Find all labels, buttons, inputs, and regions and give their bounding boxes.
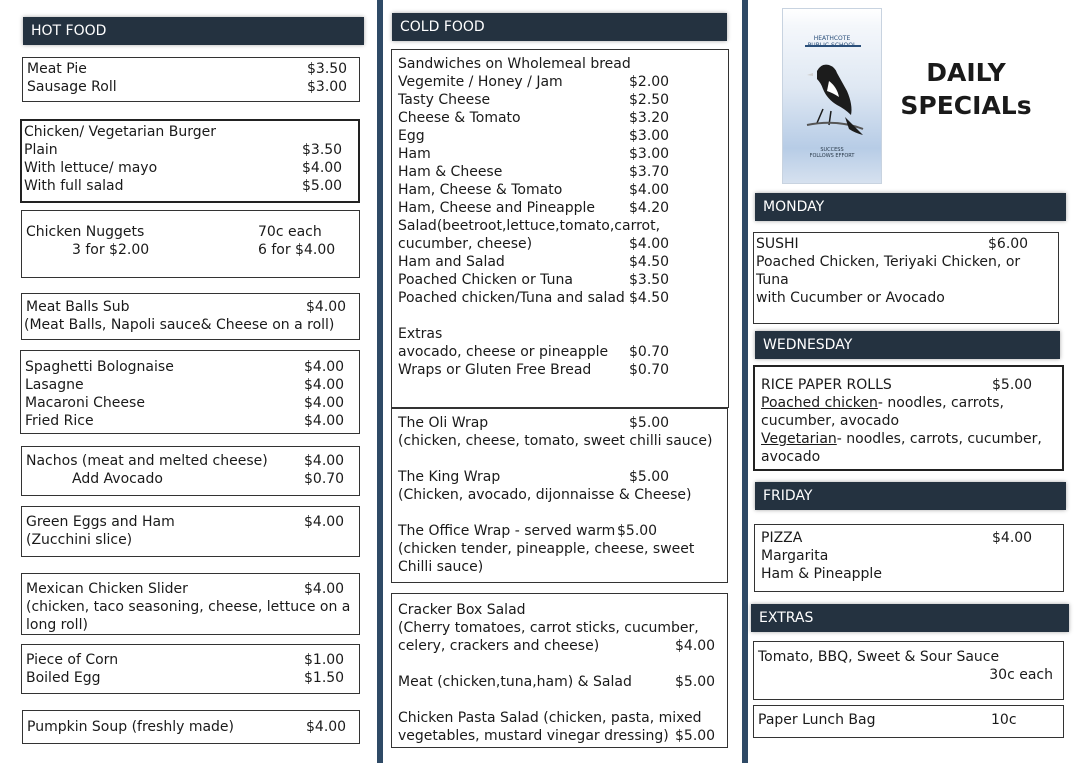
item-price: $4.00 — [304, 453, 345, 469]
menu-row — [758, 711, 1059, 729]
friday-header — [755, 482, 1066, 510]
menu-row — [24, 141, 356, 159]
sandwiches-title: Sandwiches on Wholemeal bread — [398, 56, 631, 72]
item-price: $5.00 — [675, 674, 716, 690]
item-price: $4.20 — [629, 200, 670, 216]
menu-row — [26, 651, 355, 669]
item-deal: 6 for $4.00 — [258, 242, 336, 258]
menu-row — [398, 637, 721, 655]
logo-line: HEATHCOTE — [813, 35, 851, 42]
item-price: $3.00 — [629, 128, 670, 144]
item-description: (chicken, cheese, tomato, sweet chilli sauce) — [398, 433, 713, 449]
item-description — [761, 394, 1056, 430]
item-price: $4.00 — [629, 236, 670, 252]
monday-box — [753, 232, 1059, 324]
menu-row — [25, 394, 355, 412]
column-divider-left — [377, 0, 383, 763]
spacer — [398, 691, 721, 709]
item-name: Tomato, BBQ, Sweet & Sour Sauce — [758, 649, 1000, 665]
item-description: vegetables, mustard vinegar dressing) — [398, 728, 669, 744]
menu-row — [26, 470, 355, 488]
item-name: Boiled Egg — [26, 670, 101, 686]
menu-row — [25, 358, 355, 376]
item-description: Ham & Pineapple — [761, 566, 882, 582]
bag-box — [753, 705, 1064, 738]
item-name: With lettuce/ mayo — [24, 160, 158, 176]
salad-line: Salad(beetroot,lettuce,tomato,carrot, — [398, 218, 661, 234]
cold-food-header — [392, 13, 727, 41]
spacer — [398, 655, 721, 673]
meatballs-box — [21, 293, 360, 340]
item-name: avocado, cheese or pineapple — [398, 344, 609, 360]
title-line: DAILY — [926, 58, 1006, 87]
nachos-box — [21, 446, 360, 496]
menu-row — [398, 199, 722, 217]
burger-title: Chicken/ Vegetarian Burger — [24, 124, 216, 140]
item-price: $2.50 — [629, 92, 670, 108]
item-price: $3.50 — [629, 272, 670, 288]
item-price: $4.00 — [304, 413, 345, 429]
item-name: Macaroni Cheese — [25, 395, 145, 411]
item-price: $6.00 — [988, 236, 1029, 252]
item-price: $4.00 — [306, 299, 347, 315]
corn-box — [21, 644, 360, 694]
item-description: (chicken, pasta, mixed — [538, 710, 702, 726]
item-price: 10c — [991, 712, 1017, 728]
item-name: Egg — [398, 128, 425, 144]
soup-box — [22, 710, 360, 744]
item-description: (Zucchini slice) — [26, 532, 133, 548]
spacer — [398, 450, 721, 468]
menu-row — [398, 709, 721, 727]
item-name: Nachos (meat and melted cheese) — [26, 453, 268, 469]
item-name: Fried Rice — [25, 413, 94, 429]
menu-row — [27, 718, 355, 736]
item-name: PIZZA — [761, 530, 803, 546]
item-name: Ham and Salad — [398, 254, 505, 270]
pasta-box — [20, 350, 360, 434]
menu-row — [761, 376, 1056, 394]
burger-box — [20, 119, 360, 203]
item-name: Ham, Cheese and Pineapple — [398, 200, 596, 216]
cold-food-header-text: COLD FOOD — [400, 19, 485, 35]
item-name: Plain — [24, 142, 58, 158]
monday-header — [755, 193, 1066, 221]
slider-box — [21, 573, 360, 635]
item-name: The King Wrap — [398, 469, 501, 485]
item-description: (chicken, taco seasoning, cheese, lettuce on a long roll) — [26, 599, 351, 633]
item-name: Pumpkin Soup (freshly made) — [27, 719, 234, 735]
menu-row — [398, 289, 722, 307]
item-price: $5.00 — [302, 178, 343, 194]
logo-motto — [783, 147, 881, 159]
item-name: The Office Wrap — [398, 523, 511, 539]
menu-row — [398, 271, 722, 289]
wednesday-box — [753, 365, 1064, 471]
item-name: RICE PAPER ROLLS — [761, 377, 892, 393]
spacer — [398, 504, 721, 522]
price-row — [758, 666, 1059, 684]
wednesday-header-text: WEDNESDAY — [763, 337, 853, 353]
item-description: Margarita — [761, 548, 829, 564]
item-price: $1.00 — [304, 652, 345, 668]
item-price: $0.70 — [629, 344, 670, 360]
menu-row — [24, 177, 356, 195]
item-name: Meat Pie — [27, 61, 87, 77]
item-description: celery, crackers and cheese) — [398, 638, 600, 654]
item-name: Mexican Chicken Slider — [26, 581, 188, 597]
item-price: $4.00 — [304, 359, 345, 375]
item-name: Spaghetti Bolognaise — [25, 359, 174, 375]
item-price: $0.70 — [629, 362, 670, 378]
item-price: $5.00 — [629, 415, 670, 431]
item-name: With full salad — [24, 178, 124, 194]
item-note: - served warm — [510, 523, 616, 539]
spacer — [398, 307, 722, 325]
item-price: $1.50 — [304, 670, 345, 686]
item-description: Poached Chicken, Teriyaki Chicken, or Tuna — [756, 254, 1021, 288]
menu-row — [398, 163, 722, 181]
item-name: Wraps or Gluten Free Bread — [398, 362, 592, 378]
item-price: $4.00 — [992, 530, 1033, 546]
logo-line: SUCCESS — [820, 147, 844, 153]
item-price: $5.00 — [629, 469, 670, 485]
cracker-name: Cracker Box Salad — [398, 602, 526, 618]
item-description: (chicken tender, pineapple, cheese, sweet Chilli sauce) — [398, 541, 695, 575]
item-addon: Add Avocado — [72, 471, 163, 487]
item-description: (Chicken, avocado, dijonnaisse & Cheese) — [398, 487, 692, 503]
pies-box — [22, 57, 360, 102]
menu-row — [26, 452, 355, 470]
green-eggs-box — [21, 506, 360, 557]
option-label: Poached chicken — [761, 395, 878, 411]
item-description: (Cherry tomatoes, carrot sticks, cucumber, — [398, 620, 699, 636]
item-deal: 3 for $2.00 — [72, 242, 150, 258]
item-price: $4.50 — [629, 290, 670, 306]
menu-row — [27, 78, 355, 96]
item-price: $3.20 — [629, 110, 670, 126]
item-name: Ham — [398, 146, 431, 162]
wraps-box — [391, 408, 728, 583]
item-name: Poached chicken/Tuna and salad — [398, 290, 625, 306]
menu-row — [398, 673, 721, 691]
item-description: with Cucumber or Avocado — [756, 290, 945, 306]
menu-row — [26, 669, 355, 687]
menu-row — [398, 414, 721, 432]
menu-row — [24, 159, 356, 177]
option-label: Vegetarian — [761, 431, 837, 447]
menu-row — [761, 529, 1057, 547]
item-price: $5.00 — [992, 377, 1033, 393]
option-desc: - noodles, carrots, cucumber, avocado — [761, 395, 1004, 429]
monday-header-text: MONDAY — [763, 199, 825, 215]
item-name: Poached Chicken or Tuna — [398, 272, 573, 288]
item-name: Sausage Roll — [27, 79, 117, 95]
option-desc: - noodles, carrots, cucumber, avocado — [761, 431, 1042, 465]
item-name: Green Eggs and Ham — [26, 514, 175, 530]
item-price: $4.00 — [629, 182, 670, 198]
item-price: $4.00 — [306, 719, 347, 735]
menu-row — [398, 109, 722, 127]
friday-header-text: FRIDAY — [763, 488, 813, 504]
item-description: (chicken,tuna,ham) & Salad — [432, 674, 632, 690]
item-description — [761, 430, 1056, 466]
menu-row — [26, 513, 355, 531]
menu-row — [25, 376, 355, 394]
item-price: $4.00 — [302, 160, 343, 176]
item-name: Piece of Corn — [26, 652, 119, 668]
item-name: Chicken Pasta Salad — [398, 710, 539, 726]
menu-row — [398, 91, 722, 109]
menu-row — [26, 580, 355, 598]
menu-row — [756, 235, 1056, 253]
daily-specials-title — [898, 56, 1034, 122]
item-price: $4.00 — [675, 638, 716, 654]
item-name: Lasagne — [25, 377, 84, 393]
item-price: $5.00 — [617, 523, 658, 539]
extras-header — [751, 604, 1069, 632]
menu-row — [27, 60, 355, 78]
item-price: $4.00 — [304, 581, 345, 597]
item-price: $4.00 — [304, 395, 345, 411]
item-name: Meat — [398, 674, 433, 690]
item-name: Chicken Nuggets — [26, 224, 145, 240]
item-name: cucumber, cheese) — [398, 236, 533, 252]
menu-row — [398, 127, 722, 145]
title-line: SPECIALs — [900, 91, 1032, 120]
menu-row — [25, 412, 355, 430]
menu-row — [398, 253, 722, 271]
school-logo — [782, 8, 882, 184]
item-price: 30c each — [989, 667, 1053, 683]
logo-line: FOLLOWS EFFORT — [809, 153, 855, 159]
item-name: Tasty Cheese — [398, 92, 491, 108]
menu-row — [398, 343, 722, 361]
item-price: $5.00 — [675, 728, 716, 744]
menu-row — [398, 235, 722, 253]
item-name: SUSHI — [756, 236, 799, 252]
item-price: $4.00 — [304, 377, 345, 393]
item-name: Cheese & Tomato — [398, 110, 521, 126]
item-name: Paper Lunch Bag — [758, 712, 876, 728]
column-divider-right — [742, 0, 748, 763]
item-name: Vegemite / Honey / Jam — [398, 74, 563, 90]
item-price: $3.00 — [307, 79, 348, 95]
item-description: (Meat Balls, Napoli sauce& Cheese on a roll) — [24, 317, 335, 333]
menu-row — [398, 361, 722, 379]
item-price: $3.00 — [629, 146, 670, 162]
hot-food-header — [23, 17, 364, 45]
menu-row — [398, 522, 721, 540]
menu-row — [398, 145, 722, 163]
sandwiches-box — [391, 49, 729, 408]
menu-row — [26, 241, 355, 259]
salads-box — [391, 593, 728, 748]
item-name: Ham & Cheese — [398, 164, 503, 180]
nuggets-box — [21, 210, 360, 278]
item-price: $3.70 — [629, 164, 670, 180]
hot-food-header-text: HOT FOOD — [31, 23, 107, 39]
item-name: The Oli Wrap — [398, 415, 489, 431]
extras-header-text: EXTRAS — [759, 610, 814, 626]
item-price: 70c each — [258, 224, 322, 240]
item-price: $3.50 — [307, 61, 348, 77]
item-price: $4.50 — [629, 254, 670, 270]
extras-title: Extras — [398, 326, 443, 342]
item-price: $0.70 — [304, 471, 345, 487]
friday-box — [754, 524, 1064, 592]
menu-row — [26, 223, 355, 241]
menu-row — [398, 727, 721, 745]
item-price: $3.50 — [302, 142, 343, 158]
menu-row — [26, 298, 355, 316]
item-name: Meat Balls Sub — [26, 299, 130, 315]
item-name: Ham, Cheese & Tomato — [398, 182, 563, 198]
menu-row — [398, 468, 721, 486]
menu-row — [398, 73, 722, 91]
sauce-box — [753, 641, 1064, 700]
item-price: $2.00 — [629, 74, 670, 90]
item-price: $4.00 — [304, 514, 345, 530]
menu-row — [398, 181, 722, 199]
wednesday-header — [755, 331, 1060, 359]
